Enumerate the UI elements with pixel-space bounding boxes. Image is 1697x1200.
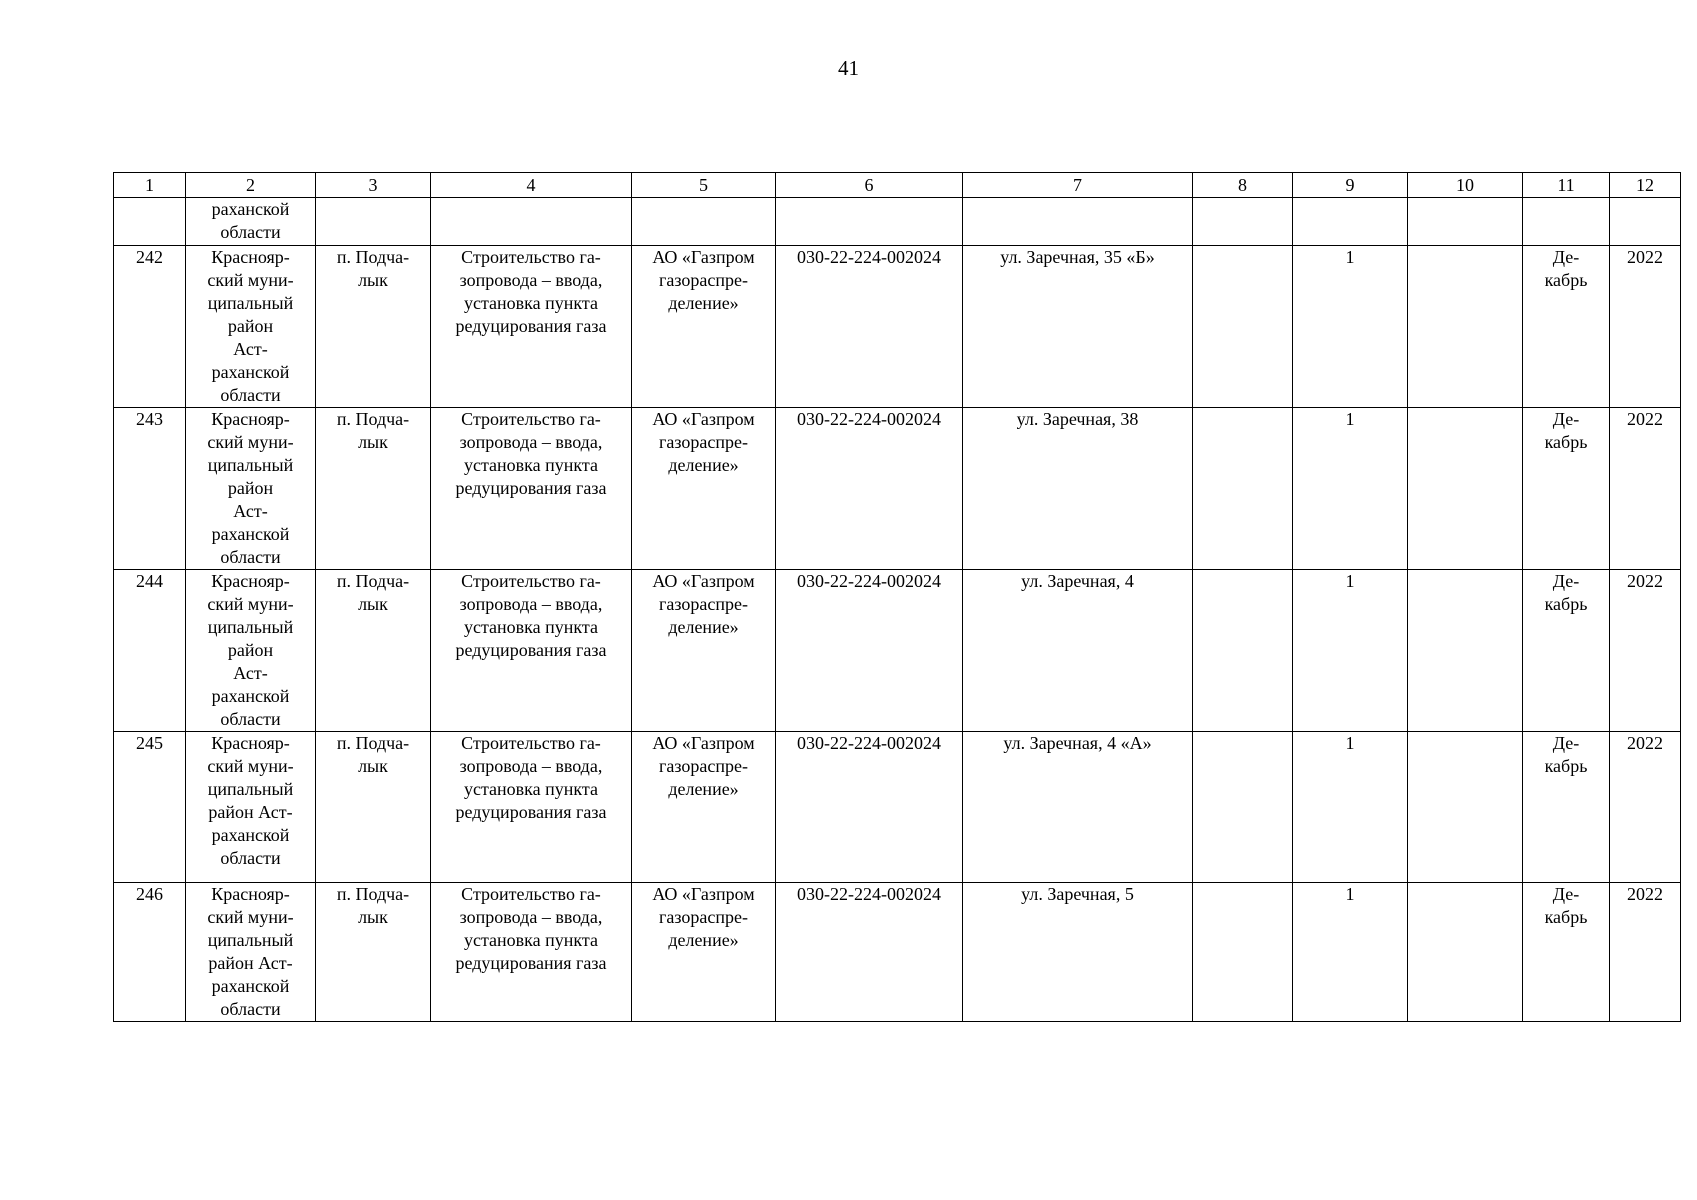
district-cell-text: Краснояр- ский муни- ципальный район Аст- раханской области (207, 247, 294, 405)
month-cell (1523, 732, 1610, 883)
column-header: 8 (1193, 173, 1293, 198)
district-cell (186, 732, 316, 883)
year-cell (1610, 408, 1681, 570)
column-header: 9 (1293, 173, 1408, 198)
table-row (114, 883, 1681, 1022)
table-row (114, 732, 1681, 883)
organization-cell-text: АО «Газпром газораспре- деление» (652, 409, 755, 475)
organization-cell (632, 883, 776, 1022)
count-cell (1293, 883, 1408, 1022)
row-number-cell-text: 245 (136, 733, 163, 753)
year-cell (1610, 246, 1681, 408)
object-code-cell (776, 246, 963, 408)
month-cell-text: Де- кабрь (1544, 733, 1588, 776)
settlement-cell-text: п. Подча- лык (336, 247, 410, 290)
settlement-cell-text: п. Подча- лык (336, 884, 410, 927)
organization-cell-text: АО «Газпром газораспре- деление» (652, 571, 755, 637)
column-header: 1 (114, 173, 186, 198)
count-cell (1293, 732, 1408, 883)
column-10-cell (1408, 246, 1523, 408)
settlement-cell (316, 570, 431, 732)
organization-cell-text: АО «Газпром газораспре- деление» (652, 733, 755, 799)
column-10-cell (1408, 570, 1523, 732)
object-code-cell-text: 030-22-224-002024 (797, 733, 941, 753)
organization-cell (632, 246, 776, 408)
address-cell (963, 570, 1193, 732)
column-8-cell (1193, 198, 1293, 246)
table-row (114, 570, 1681, 732)
row-number-cell (114, 732, 186, 883)
month-cell (1523, 198, 1610, 246)
address-cell (963, 408, 1193, 570)
work-description-cell (431, 732, 632, 883)
column-header: 3 (316, 173, 431, 198)
year-cell (1610, 198, 1681, 246)
count-cell (1293, 570, 1408, 732)
year-cell-text: 2022 (1627, 733, 1663, 753)
district-cell (186, 246, 316, 408)
work-description-cell (431, 408, 632, 570)
organization-cell-text: АО «Газпром газораспре- деление» (652, 247, 755, 313)
object-code-cell-text: 030-22-224-002024 (797, 247, 941, 267)
district-cell-text: Краснояр- ский муни- ципальный район Аст- раханской области (207, 409, 294, 567)
work-description-cell-text: Строительство га- зопровода – ввода, установка пункта редуцирования газа (455, 247, 607, 336)
work-description-cell-text: Строительство га- зопровода – ввода, установка пункта редуцирования газа (455, 409, 607, 498)
address-cell-text: ул. Заречная, 5 (1021, 884, 1134, 904)
row-number-cell (114, 408, 186, 570)
column-header: 5 (632, 173, 776, 198)
settlement-cell (316, 198, 431, 246)
work-description-cell-text: Строительство га- зопровода – ввода, установка пункта редуцирования газа (455, 884, 607, 973)
registry-table (113, 172, 1681, 1022)
object-code-cell (776, 198, 963, 246)
settlement-cell-text: п. Подча- лык (336, 571, 410, 614)
address-cell-text: ул. Заречная, 35 «Б» (1000, 247, 1155, 267)
address-cell-text: ул. Заречная, 38 (1016, 409, 1139, 429)
count-cell (1293, 198, 1408, 246)
column-header: 4 (431, 173, 632, 198)
district-cell (186, 408, 316, 570)
organization-cell (632, 198, 776, 246)
settlement-cell (316, 883, 431, 1022)
object-code-cell (776, 570, 963, 732)
count-cell-text: 1 (1345, 884, 1355, 904)
count-cell-text: 1 (1345, 247, 1355, 267)
district-cell-text: Краснояр- ский муни- ципальный район Аст- раханской области (207, 884, 294, 1019)
object-code-cell (776, 408, 963, 570)
column-10-cell (1408, 883, 1523, 1022)
address-cell-text: ул. Заречная, 4 «А» (1003, 733, 1152, 753)
work-description-cell (431, 246, 632, 408)
year-cell-text: 2022 (1627, 884, 1663, 904)
column-number-row (114, 173, 1681, 198)
district-cell (186, 570, 316, 732)
year-cell-text: 2022 (1627, 409, 1663, 429)
row-number-cell (114, 246, 186, 408)
month-cell (1523, 570, 1610, 732)
district-cell-text: Краснояр- ский муни- ципальный район Аст- раханской области (207, 571, 294, 729)
address-cell (963, 732, 1193, 883)
district-cell-text: Краснояр- ский муни- ципальный район Аст- раханской области (207, 733, 294, 868)
column-header: 11 (1523, 173, 1610, 198)
address-cell (963, 198, 1193, 246)
count-cell-text: 1 (1345, 409, 1355, 429)
column-8-cell (1193, 732, 1293, 883)
count-cell-text: 1 (1345, 733, 1355, 753)
column-10-cell (1408, 408, 1523, 570)
address-cell-text: ул. Заречная, 4 (1021, 571, 1134, 591)
object-code-cell-text: 030-22-224-002024 (797, 884, 941, 904)
row-number-cell (114, 198, 186, 246)
column-header: 12 (1610, 173, 1681, 198)
year-cell-text: 2022 (1627, 571, 1663, 591)
month-cell-text: Де- кабрь (1544, 571, 1588, 614)
page-number: 41 (838, 56, 859, 80)
object-code-cell-text: 030-22-224-002024 (797, 571, 941, 591)
settlement-cell (316, 246, 431, 408)
column-header: 7 (963, 173, 1193, 198)
organization-cell (632, 570, 776, 732)
table-row (114, 408, 1681, 570)
settlement-cell-text: п. Подча- лык (336, 733, 410, 776)
row-number-cell-text: 243 (136, 409, 163, 429)
row-number-cell (114, 883, 186, 1022)
settlement-cell (316, 732, 431, 883)
column-10-cell (1408, 732, 1523, 883)
district-cell-text: раханской области (211, 199, 290, 242)
district-cell (186, 198, 316, 246)
month-cell-text: Де- кабрь (1544, 409, 1588, 452)
table-row (114, 198, 1681, 246)
month-cell-text: Де- кабрь (1544, 247, 1588, 290)
count-cell (1293, 408, 1408, 570)
address-cell (963, 246, 1193, 408)
year-cell (1610, 732, 1681, 883)
count-cell (1293, 246, 1408, 408)
column-header: 2 (186, 173, 316, 198)
object-code-cell (776, 883, 963, 1022)
column-header: 6 (776, 173, 963, 198)
column-8-cell (1193, 883, 1293, 1022)
year-cell (1610, 570, 1681, 732)
row-number-cell-text: 244 (136, 571, 163, 591)
row-number-cell (114, 570, 186, 732)
organization-cell-text: АО «Газпром газораспре- деление» (652, 884, 755, 950)
work-description-cell (431, 570, 632, 732)
column-header: 10 (1408, 173, 1523, 198)
address-cell (963, 883, 1193, 1022)
year-cell (1610, 883, 1681, 1022)
month-cell (1523, 408, 1610, 570)
row-number-cell-text: 242 (136, 247, 163, 267)
table-row (114, 246, 1681, 408)
column-10-cell (1408, 198, 1523, 246)
year-cell-text: 2022 (1627, 247, 1663, 267)
column-8-cell (1193, 570, 1293, 732)
work-description-cell-text: Строительство га- зопровода – ввода, установка пункта редуцирования газа (455, 733, 607, 822)
count-cell-text: 1 (1345, 571, 1355, 591)
settlement-cell-text: п. Подча- лык (336, 409, 410, 452)
work-description-cell (431, 883, 632, 1022)
settlement-cell (316, 408, 431, 570)
column-8-cell (1193, 246, 1293, 408)
work-description-cell-text: Строительство га- зопровода – ввода, установка пункта редуцирования газа (455, 571, 607, 660)
work-description-cell (431, 198, 632, 246)
organization-cell (632, 732, 776, 883)
object-code-cell-text: 030-22-224-002024 (797, 409, 941, 429)
column-8-cell (1193, 408, 1293, 570)
month-cell (1523, 246, 1610, 408)
object-code-cell (776, 732, 963, 883)
district-cell (186, 883, 316, 1022)
organization-cell (632, 408, 776, 570)
month-cell-text: Де- кабрь (1544, 884, 1588, 927)
month-cell (1523, 883, 1610, 1022)
row-number-cell-text: 246 (136, 884, 163, 904)
